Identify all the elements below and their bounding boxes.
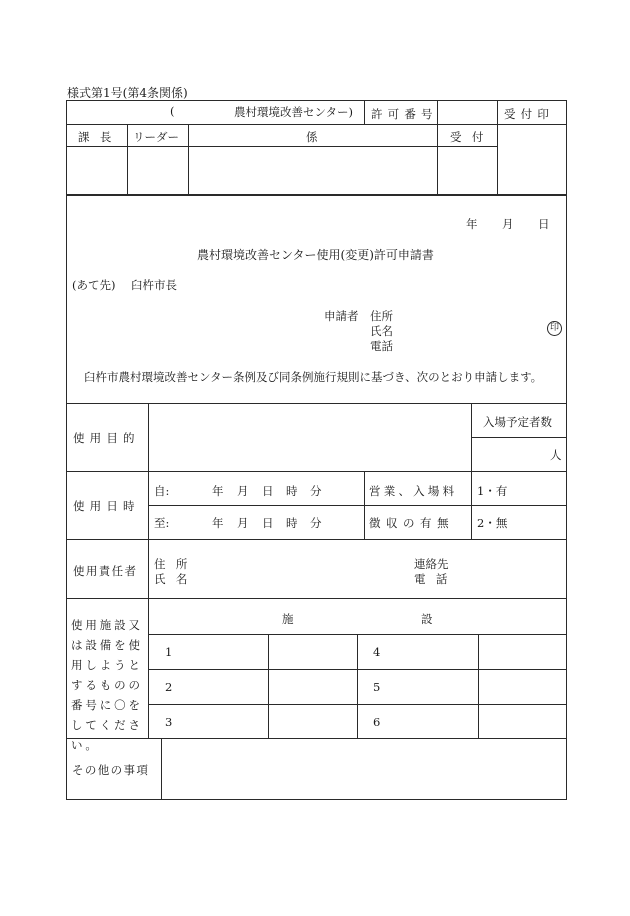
seal-icon: 印 [547, 321, 562, 336]
facility-number-2[interactable]: 2 [165, 680, 173, 694]
from-hour: 時 [286, 484, 298, 498]
facility-number-6[interactable]: 6 [373, 715, 381, 729]
facility-header-2: 設 [421, 612, 433, 626]
date-day: 日 [538, 217, 550, 231]
purpose-label: 使用目的 [73, 431, 140, 445]
to-month: 月 [237, 516, 249, 530]
header-paren-open: ( [170, 104, 175, 118]
from-day: 日 [262, 484, 274, 498]
collection-label: 徴収の有無 [369, 516, 455, 530]
reception-label: 受付 [450, 130, 494, 144]
to-year: 年 [212, 516, 224, 530]
other-matters-label: その他の事項 [72, 763, 150, 777]
applicant-address-label: 住所 [370, 309, 393, 323]
facilities-instruction: 使用施設又は設備を使用しようとするものの番号に〇をしてください。 [71, 618, 143, 752]
facility-number-1[interactable]: 1 [165, 645, 173, 659]
to-day: 日 [262, 516, 274, 530]
attendees-unit: 人 [550, 448, 562, 462]
applicant-label: 申請者 [324, 309, 359, 323]
from-year: 年 [212, 484, 224, 498]
applicant-name-label: 氏名 [370, 324, 393, 338]
date-month: 月 [502, 217, 514, 231]
applicant-phone-label: 電話 [370, 339, 393, 353]
permit-number-label: 許可番号 [371, 107, 438, 121]
addressee-prefix: (あて先) [72, 278, 116, 292]
attendees-label: 入場予定者数 [483, 415, 552, 429]
facility-number-5[interactable]: 5 [373, 680, 381, 694]
addressee: 臼杵市長 [131, 278, 177, 292]
business-fee-label: 営業、入場料 [369, 484, 458, 498]
option-yes[interactable]: 1・有 [477, 484, 508, 498]
from-label: 自: [154, 484, 170, 498]
form-number: 様式第1号(第4条関係) [67, 86, 188, 100]
date-year: 年 [466, 217, 478, 231]
facility-number-4[interactable]: 4 [373, 645, 381, 659]
responsible-label: 使用責任者 [73, 564, 138, 578]
application-statement: 臼杵市農村環境改善センター条例及び同条例施行規則に基づき、次のとおり申請します。 [84, 370, 543, 384]
responsible-contact-label: 連絡先 [414, 557, 449, 571]
from-minute: 分 [310, 484, 322, 498]
reception-seal-label: 受付印 [504, 107, 555, 121]
office-name: 農村環境改善センター) [234, 105, 354, 119]
document-title: 農村環境改善センター使用(変更)許可申請書 [197, 248, 434, 262]
from-month: 月 [237, 484, 249, 498]
to-label: 至: [154, 516, 170, 530]
responsible-phone-label: 電話 [414, 572, 458, 586]
responsible-name-label: 氏名 [154, 572, 198, 586]
chief-label: 課長 [78, 130, 122, 144]
to-minute: 分 [310, 516, 322, 530]
staff-label: 係 [306, 130, 318, 144]
facility-header-1: 施 [282, 612, 294, 626]
responsible-address-label: 住所 [154, 557, 198, 571]
facility-number-3[interactable]: 3 [165, 715, 173, 729]
to-hour: 時 [286, 516, 298, 530]
option-no[interactable]: 2・無 [477, 516, 508, 530]
leader-label: リーダー [133, 130, 179, 144]
datetime-label: 使用日時 [73, 499, 140, 513]
